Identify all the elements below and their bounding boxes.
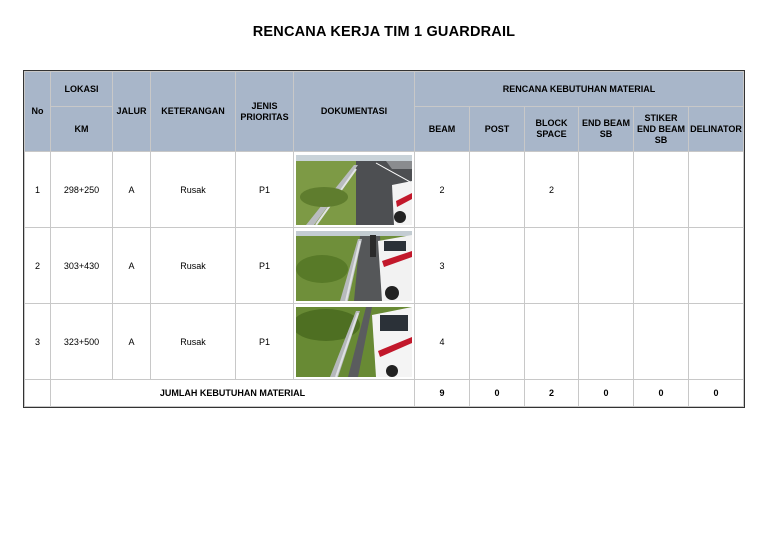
- guardrail-photo-2[interactable]: [296, 231, 412, 301]
- cell-prioritas: P1: [236, 304, 294, 380]
- table-row: [25, 228, 744, 304]
- cell-delinator: [689, 152, 744, 228]
- work-plan-table: [24, 71, 744, 407]
- cell-beam: 2: [415, 152, 470, 228]
- header-km: KM: [51, 107, 113, 152]
- cell-dokumentasi: [294, 228, 415, 304]
- cell-block-space: [525, 304, 579, 380]
- cell-post: [470, 228, 525, 304]
- header-jalur: JALUR: [113, 72, 151, 152]
- total-row: [25, 380, 744, 407]
- header-beam: BEAM: [415, 107, 470, 152]
- cell-block-space: [525, 228, 579, 304]
- header-delinator: DELINATOR: [689, 107, 744, 152]
- table-row: [25, 304, 744, 380]
- cell-jalur: A: [113, 304, 151, 380]
- cell-post: [470, 152, 525, 228]
- guardrail-photo-3[interactable]: [296, 307, 412, 377]
- cell-km: 298+250: [51, 152, 113, 228]
- header-jenis-line: JENIS: [251, 100, 278, 111]
- header-dokumentasi: DOKUMENTASI: [294, 72, 415, 152]
- cell-jalur: A: [113, 152, 151, 228]
- header-stiker-sb-line: SB: [654, 134, 668, 145]
- page-title: RENCANA KERJA TIM 1 GUARDRAIL: [252, 24, 516, 40]
- header-stiker-end-beam-line: END BEAM: [636, 123, 685, 134]
- total-delinator: 0: [689, 380, 744, 407]
- cell-stiker-end-beam-sb: [634, 228, 689, 304]
- header-keterangan: KETERANGAN: [151, 72, 236, 152]
- header-stiker-end-beam-sb: [634, 107, 689, 152]
- cell-prioritas: P1: [236, 228, 294, 304]
- total-post: 0: [470, 380, 525, 407]
- total-label: JUMLAH KEBUTUHAN MATERIAL: [51, 380, 415, 407]
- cell-block-space: 2: [525, 152, 579, 228]
- cell-no: 3: [25, 304, 51, 380]
- header-block-space: [525, 107, 579, 152]
- header-rencana: RENCANA KEBUTUHAN MATERIAL: [415, 72, 744, 107]
- cell-delinator: [689, 228, 744, 304]
- cell-stiker-end-beam-sb: [634, 152, 689, 228]
- cell-no: 1: [25, 152, 51, 228]
- header-block-line: BLOCK: [535, 118, 568, 128]
- header-end-beam-sb: [579, 107, 634, 152]
- total-stiker-end-beam-sb: 0: [634, 380, 689, 407]
- header-end-beam-sb-line: SB: [599, 129, 613, 139]
- total-end-beam-sb: 0: [579, 380, 634, 407]
- cell-keterangan: Rusak: [151, 152, 236, 228]
- cell-prioritas: P1: [236, 152, 294, 228]
- guardrail-photo-1[interactable]: [296, 155, 412, 225]
- cell-dokumentasi: [294, 152, 415, 228]
- cell-km: 303+430: [51, 228, 113, 304]
- header-lokasi: LOKASI: [51, 72, 113, 107]
- cell-beam: 4: [415, 304, 470, 380]
- cell-keterangan: Rusak: [151, 304, 236, 380]
- header-end-beam-line: END BEAM: [581, 118, 630, 128]
- header-no: No: [25, 72, 51, 152]
- cell-keterangan: Rusak: [151, 228, 236, 304]
- table-row: [25, 152, 744, 228]
- total-block-space: 2: [525, 380, 579, 407]
- cell-end-beam-sb: [579, 228, 634, 304]
- header-jenis-prioritas: [236, 72, 294, 152]
- cell-end-beam-sb: [579, 152, 634, 228]
- cell-dokumentasi: [294, 304, 415, 380]
- cell-beam: 3: [415, 228, 470, 304]
- header-post: POST: [470, 107, 525, 152]
- cell-km: 323+500: [51, 304, 113, 380]
- cell-no: 2: [25, 228, 51, 304]
- cell-delinator: [689, 304, 744, 380]
- cell-end-beam-sb: [579, 304, 634, 380]
- total-beam: 9: [415, 380, 470, 407]
- cell-stiker-end-beam-sb: [634, 304, 689, 380]
- cell-jalur: A: [113, 228, 151, 304]
- total-no-cell: [25, 380, 51, 407]
- cell-post: [470, 304, 525, 380]
- header-stiker-line: STIKER: [644, 112, 678, 123]
- header-prioritas-line: PRIORITAS: [240, 111, 289, 122]
- header-space-line: SPACE: [536, 129, 567, 139]
